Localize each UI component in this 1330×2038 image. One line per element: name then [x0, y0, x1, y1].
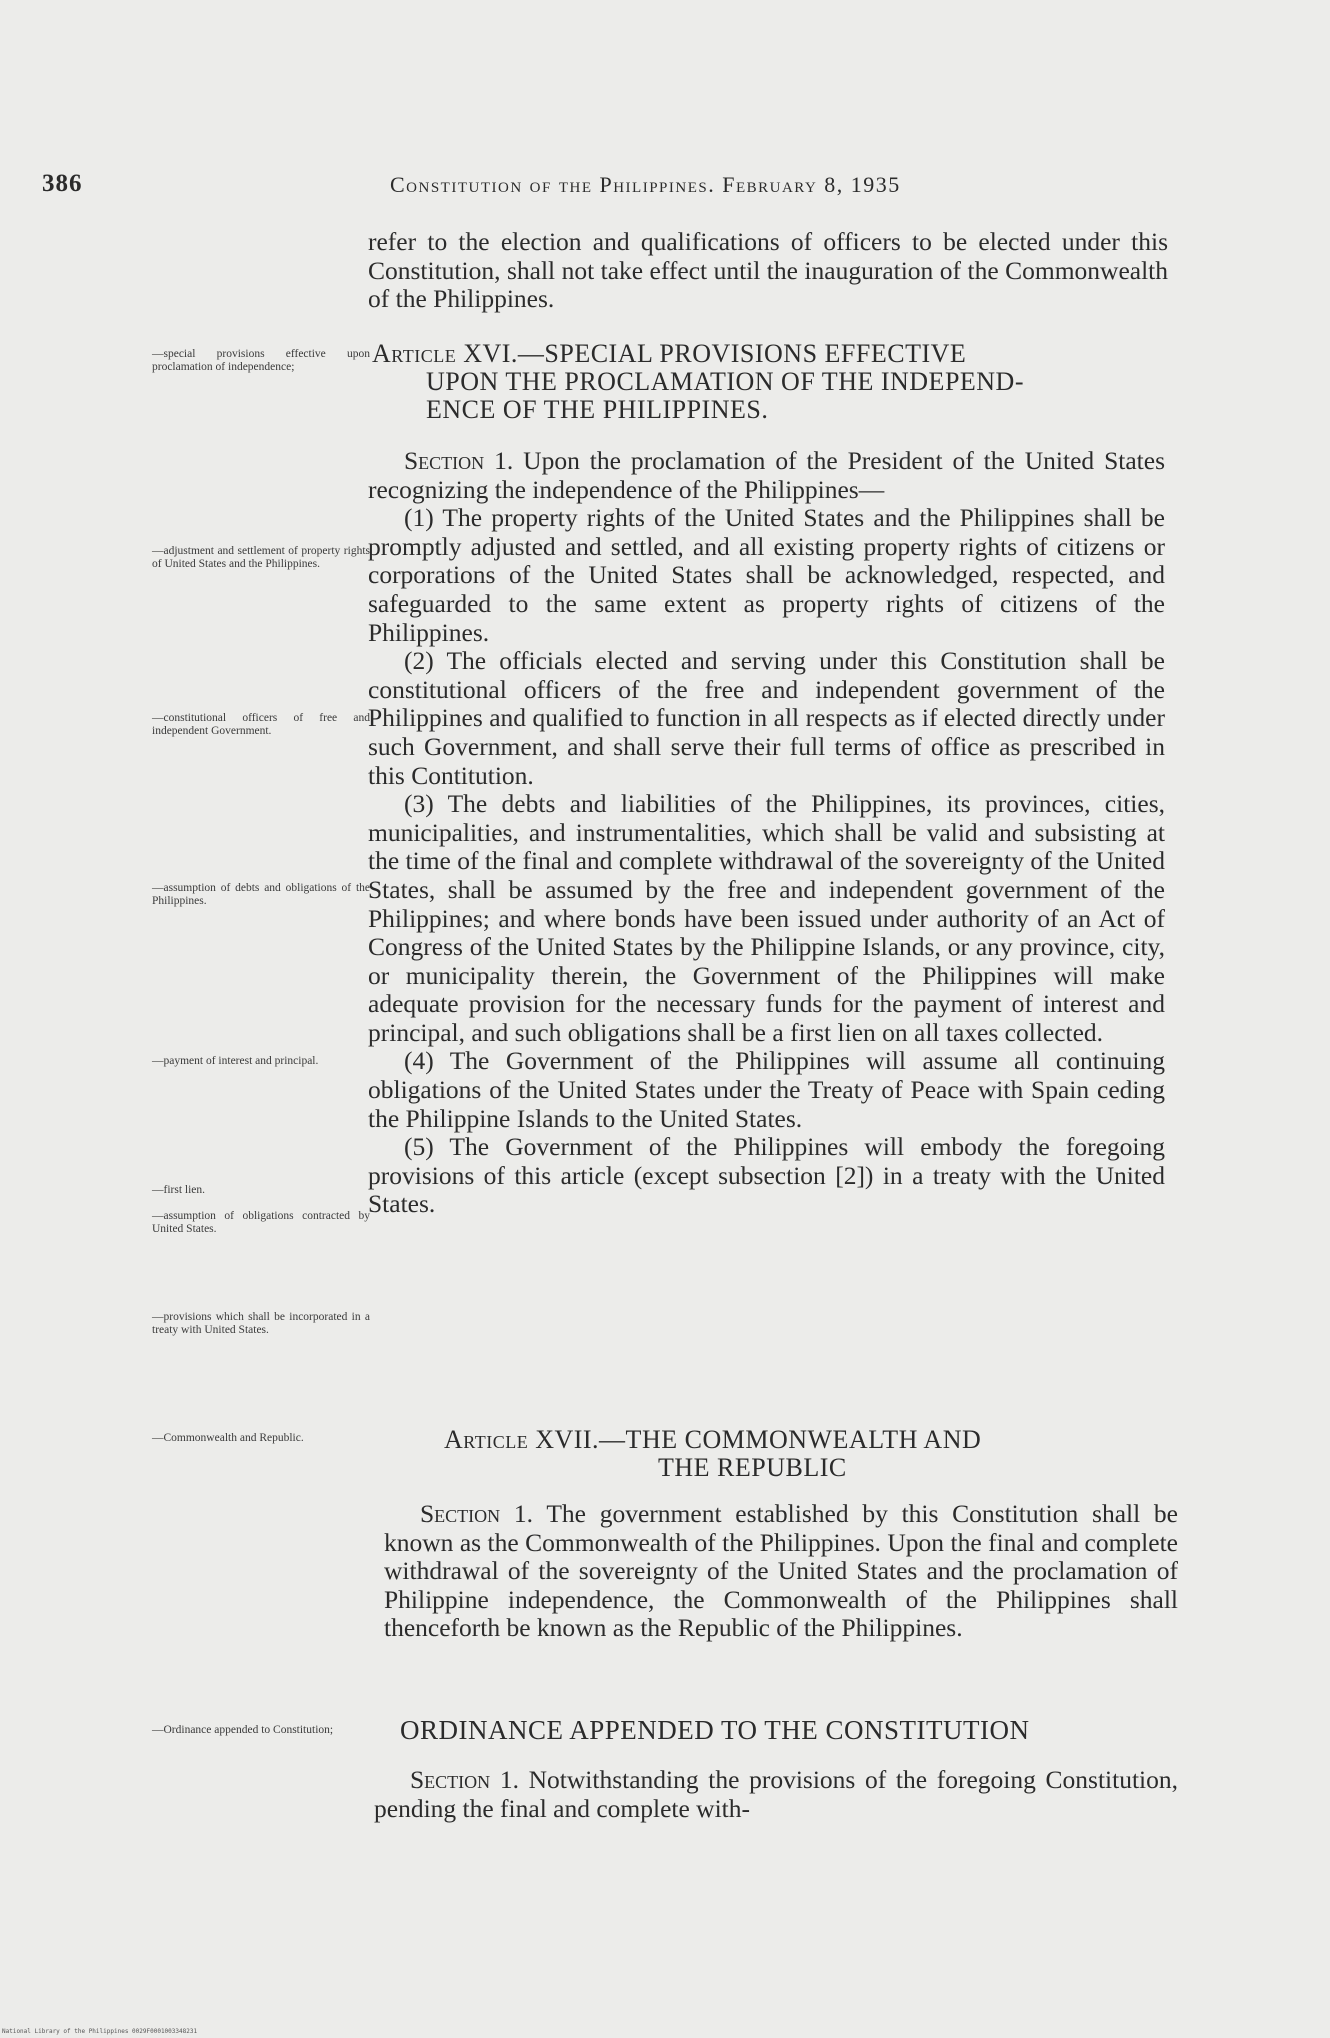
margin-note-adjustment: —adjustment and settlement of property rights of United States and the Philippines.	[152, 545, 370, 571]
margin-note-commonwealth-republic: —Commonwealth and Republic.	[152, 1432, 304, 1444]
margin-note-treaty-provisions: —provisions which shall be incorporated in a treaty with United States.	[152, 1311, 370, 1337]
item-4: (4) The Government of the Philippines will assume all continuing obligations of the United States under the Treaty of Peace with Spain ceding the Philippine Islands to the United States.	[368, 1046, 1165, 1133]
article-xvi-heading: Article XVI.—SPECIAL PROVISIONS EFFECTIVE UPON THE PROCLAMATION OF THE INDEPEND- ENCE OF THE PHILIPPINES.	[372, 339, 1024, 424]
section-1-intro: Section 1. Upon the proclamation of the President of the United States recognizing the independence of the Philippines—	[368, 446, 1165, 504]
article-xvii-section-1	[384, 1500, 1178, 1643]
page-number: 386	[42, 170, 83, 197]
item-1: (1) The property rights of the United States and the Philippines shall be promptly adjusted and settled, and all existing property rights of citizens or corporations of the United States shall be acknowledged, respected, and safeguarded to the same extent as property rights of citizens of the Philippines.	[368, 503, 1165, 647]
scan-identifier: National Library of the Philippines 0029F0001003348231	[2, 2028, 198, 2035]
margin-note-special-provisions: —special provisions effective upon proclamation of independence;	[152, 348, 370, 374]
margin-note-payment: —payment of interest and principal.	[152, 1055, 319, 1067]
item-3: (3) The debts and liabilities of the Philippines, its provinces, cities, municipalities, and instrumentalities, which shall be valid and subsisting at the time of the final and complete withdrawal of the sovereignty of the United States, shall be assumed by the free and independent government of the Philippines; and where bonds have been issued under authority of an Act of Congress of the United States by the Philippine Islands, or any province, city, or municipality therein, the Government of the Philippines will make adequate provision for the necessary funds for the payment of interest and principal, and such obligations shall be a first lien on all taxes collected.	[368, 789, 1165, 1047]
margin-note-assumption-debts: —assumption of debts and obligations of the Philippines.	[152, 882, 370, 908]
carryover-paragraph	[368, 228, 1168, 314]
ordinance-section-1	[374, 1766, 1178, 1823]
margin-note-constitutional-officers: —constitutional officers of free and independent Government.	[152, 712, 370, 738]
ordinance-heading: ORDINANCE APPENDED TO THE CONSTITUTION	[400, 1715, 1030, 1745]
item-2: (2) The officials elected and serving under this Constitution shall be constitutional officers of the free and independent government of the Philippines and qualified to function in all respects as if elected directly under such Government, and shall serve their full terms of office as prescribed in this Contitution.	[368, 646, 1165, 790]
article-label: Article	[372, 339, 457, 368]
article-xvii-heading: Article XVII.—THE COMMONWEALTH AND THE REPUBLIC	[444, 1425, 982, 1482]
running-head: Constitution of the Philippines. February 8, 1935	[390, 172, 901, 197]
margin-note-first-lien: —first lien.	[152, 1184, 206, 1196]
ordinance-section-1-text: Section 1. Notwithstanding the provisions of the foregoing Constitution, pending the final and complete with-	[374, 1765, 1178, 1823]
margin-note-ordinance: —Ordinance appended to Constitution;	[152, 1724, 334, 1736]
article-xvi-section-1	[368, 447, 1165, 1219]
item-5: (5) The Government of the Philippines will embody the foregoing provisions of this article (except subsection [2]) in a treaty with the United States.	[368, 1132, 1165, 1219]
margin-note-assumption-obligations: —assumption of obligations contracted by United States.	[152, 1210, 370, 1236]
xvii-section-1-text: Section 1. The government established by this Constitution shall be known as the Commonwealth of the Philippines. Upon the final and complete withdrawal of the sovereignty of the United States and the proclamation of Philippine independence, the Commonwealth of the Philippines shall thenceforth be known as the Republic of the Philippines.	[384, 1499, 1178, 1643]
carryover-text: refer to the election and qualifications of officers to be elected under this Constitution, shall not take effect until the inauguration of the Commonwealth of the Philippines.	[368, 227, 1168, 314]
